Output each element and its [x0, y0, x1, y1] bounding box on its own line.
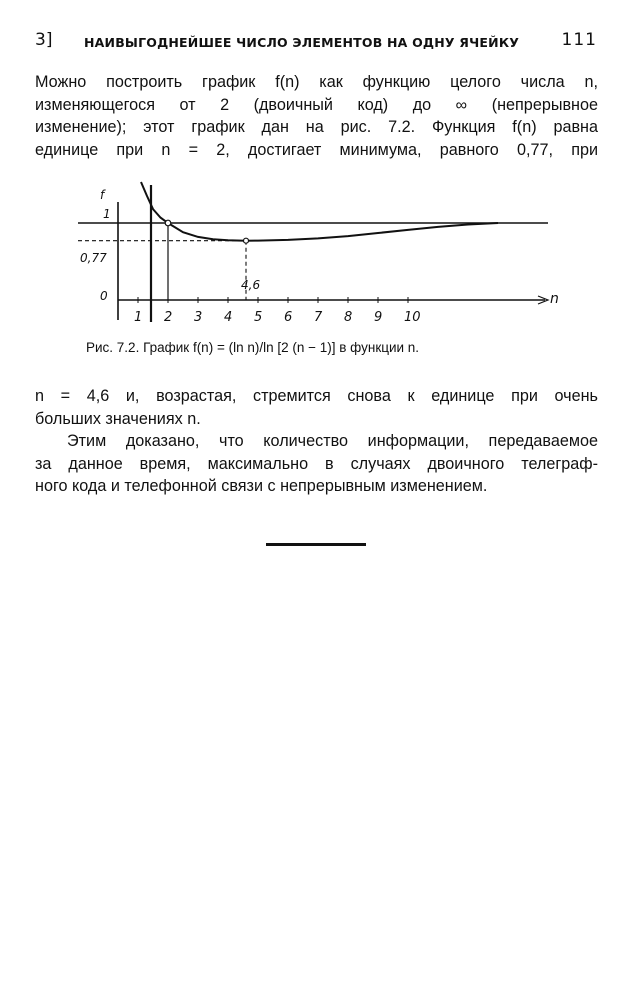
text-line: за данное время, максимально в случаях двоичного телеграф-: [35, 454, 598, 473]
figure-caption: Рис. 7.2. График f(n) = (ln n)/ln [2 (n − 1)] в функции n.: [86, 340, 420, 355]
y-tick-077: 0,77: [80, 251, 107, 265]
text-line: изменяющегося от 2 (двоичный код) до ∞ (непрерывное: [35, 95, 598, 114]
x-tick-label: 2: [164, 310, 173, 325]
y-tick-0: 0: [100, 289, 108, 303]
y-axis-label: f: [100, 188, 105, 202]
text-line: единице при n = 2, достигает минимума, равного 0,77, при: [35, 141, 598, 160]
text-line: больших значениях n.: [35, 409, 201, 428]
running-title: НАИВЫГОДНЕЙШЕЕ ЧИСЛО ЭЛЕМЕНТОВ НА ОДНУ ЯЧЕЙКУ: [84, 35, 520, 50]
paragraph-1: [35, 71, 598, 162]
running-header: [35, 30, 597, 56]
text-line: изменение); этот график дан на рис. 7.2. Функция f(n) равна: [35, 118, 598, 137]
y-tick-1: 1: [103, 207, 111, 221]
x-tick-label: 5: [254, 310, 263, 325]
function-graph: [60, 180, 580, 330]
x-axis-label: n: [550, 291, 559, 307]
point-n2: [165, 220, 171, 226]
minimum-label: 4,6: [241, 278, 261, 292]
x-tick-label: 7: [314, 310, 323, 325]
end-rule: [266, 543, 366, 546]
text-line: Этим доказано, что количество информации, передаваемое: [67, 432, 598, 450]
section-number: 3]: [35, 30, 53, 50]
page-number: 111: [561, 30, 597, 50]
x-tick-label: 4: [224, 310, 233, 325]
x-tick-label: 1: [134, 310, 143, 325]
point-minimum: [244, 238, 249, 243]
text-line: n = 4,6 и, возрастая, стремится снова к единице при очень: [35, 387, 598, 405]
text-line: Можно построить график f(n) как функцию целого числа n,: [35, 73, 598, 91]
paragraph-2: [35, 385, 598, 430]
x-tick-label: 9: [374, 310, 383, 325]
x-tick-label: 8: [344, 310, 353, 325]
x-tick-label: 10: [404, 310, 421, 325]
text-line: ного кода и телефонной связи с непрерывным изменением.: [35, 477, 488, 496]
figure-7-2: [60, 180, 580, 330]
curve-f-n: [141, 182, 498, 241]
x-tick-label: 3: [194, 310, 203, 325]
paragraph-3: [35, 430, 598, 498]
x-tick-label: 6: [284, 310, 293, 325]
